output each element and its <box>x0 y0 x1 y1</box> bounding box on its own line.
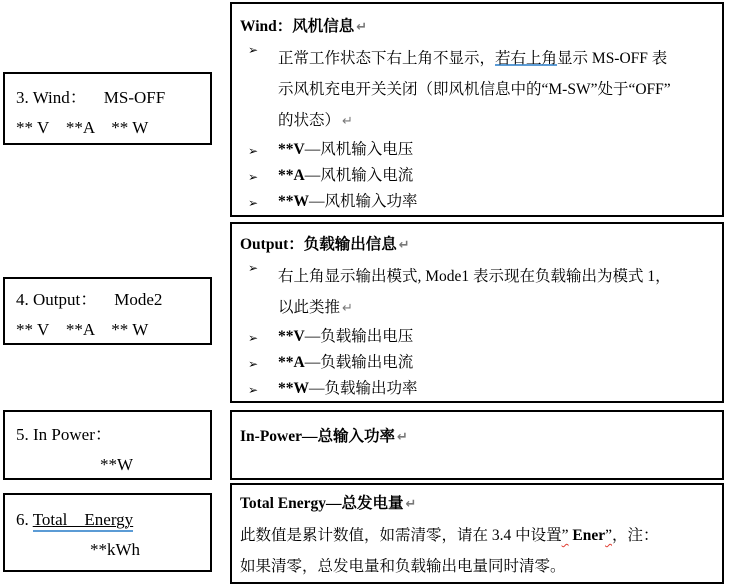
inpower-display-screen <box>3 410 212 480</box>
inpower-info-title <box>240 422 712 453</box>
arrow-bullet-icon: ➢ <box>248 43 259 57</box>
energy-screen-line2: **kWh <box>90 540 141 559</box>
total-energy-line2 <box>240 520 712 551</box>
arrow-bullet-icon: ➢ <box>248 196 259 210</box>
wind-bullet-voltage-text: —风机输入电压 <box>304 141 414 158</box>
output-para-line1: 右上角显示输出模式, Mode1 表示现在负载输出为模式 1， <box>278 268 671 285</box>
wind-bullet-voltage-bold: **V <box>278 141 305 158</box>
inpower-info-title-text: In-Power—总输入功率 <box>240 428 395 445</box>
wind-bullet-current <box>240 163 712 189</box>
output-bullet-voltage-text: —负载输出电压 <box>304 328 414 345</box>
output-bullet-voltage-bold: **V <box>278 328 305 345</box>
output-bullet-power <box>240 376 712 402</box>
energy-screen-line1 <box>16 505 210 535</box>
wind-paragraph-text <box>278 43 712 137</box>
total-energy-title-text: Total Energy—总发电量 <box>240 495 404 512</box>
energy-line1-underlined: Total Energy <box>33 510 133 532</box>
inpower-info-box <box>230 410 724 480</box>
return-mark-icon: ↵ <box>342 301 353 316</box>
output-para-line2-text: 以此类推 <box>278 299 341 316</box>
return-mark-icon: ↵ <box>397 430 408 445</box>
output-bullet-power-bold: **W <box>278 380 309 397</box>
arrow-bullet-icon: ➢ <box>248 357 259 371</box>
wind-para-line1-post: 显示 MS-OFF 表 <box>557 50 668 67</box>
total-energy-title <box>240 489 712 520</box>
wind-screen-line2: ** V **A ** W <box>16 118 149 137</box>
return-mark-icon: ↵ <box>405 497 417 512</box>
arrow-bullet-icon: ➢ <box>248 331 259 345</box>
output-info-box <box>230 222 724 403</box>
output-paragraph-text <box>278 261 712 324</box>
output-screen-line2: ** V **A ** W <box>16 320 149 339</box>
wind-para-line1 <box>278 43 712 74</box>
wind-bullet-current-text: —风机输入电流 <box>304 167 414 184</box>
output-bullet-current-text: —负载输出电流 <box>304 354 414 371</box>
arrow-bullet-icon: ➢ <box>248 261 259 275</box>
wind-para-line1-pre: 正常工作状态下右上角不显示， <box>278 50 496 67</box>
arrow-bullet-icon: ➢ <box>248 383 259 397</box>
wind-info-title <box>240 12 712 43</box>
wind-info-box <box>230 2 724 217</box>
output-bullet-voltage <box>240 324 712 350</box>
output-info-title-text: Output：负载输出信息 <box>240 236 397 253</box>
output-info-title <box>240 230 712 261</box>
output-bullet-power-text: —负载输出功率 <box>309 380 418 397</box>
total-energy-line3: 如果清零，总发电量和负载输出电量同时清零。 <box>240 558 566 575</box>
return-mark-icon: ↵ <box>356 20 368 35</box>
total-energy-line2-pre: 此数值是累计数值，如需清零，请在 3.4 中设置 <box>240 527 562 544</box>
output-display-screen <box>3 277 212 345</box>
energy-display-screen <box>3 493 212 572</box>
wind-bullet-power-bold: **W <box>278 193 309 210</box>
spellcheck-quote2: ” <box>605 527 613 544</box>
inpower-screen-line2: **W <box>100 455 134 474</box>
wind-para-line2: 示风机充电开关关闭（即风机信息中的“M-SW”处于“OFF” <box>278 81 671 98</box>
output-info-paragraph <box>240 261 712 324</box>
wind-info-paragraph <box>240 43 712 137</box>
wind-bullet-power <box>240 189 712 215</box>
output-bullet-current <box>240 350 712 376</box>
wind-info-title-text: Wind：风机信息 <box>240 18 355 35</box>
spellcheck-quote1: ” <box>561 527 569 544</box>
wind-display-screen <box>3 72 212 145</box>
energy-line1-prefix: 6. <box>16 510 33 529</box>
total-energy-info-box <box>230 483 724 584</box>
output-screen-line1: 4. Output： Mode2 <box>16 290 163 309</box>
wind-screen-line1: 3. Wind： MS-OFF <box>16 88 166 107</box>
inpower-screen-line1: 5. In Power： <box>16 425 112 444</box>
return-mark-icon: ↵ <box>342 114 353 129</box>
wind-para-line3 <box>278 105 712 137</box>
total-energy-line2-bold: Ener <box>568 527 606 544</box>
total-energy-line2-post: ，注： <box>612 527 659 544</box>
wind-bullet-power-text: —风机输入功率 <box>309 193 418 210</box>
return-mark-icon: ↵ <box>398 238 410 253</box>
wind-bullet-voltage <box>240 137 712 163</box>
arrow-bullet-icon: ➢ <box>248 144 259 158</box>
wind-para-line1-underlined: 若右上角 <box>495 50 558 67</box>
output-bullet-current-bold: **A <box>278 354 305 371</box>
wind-para-line3-text: 的状态） <box>278 112 341 129</box>
wind-bullet-current-bold: **A <box>278 167 305 184</box>
arrow-bullet-icon: ➢ <box>248 170 259 184</box>
output-para-line2 <box>278 292 712 324</box>
